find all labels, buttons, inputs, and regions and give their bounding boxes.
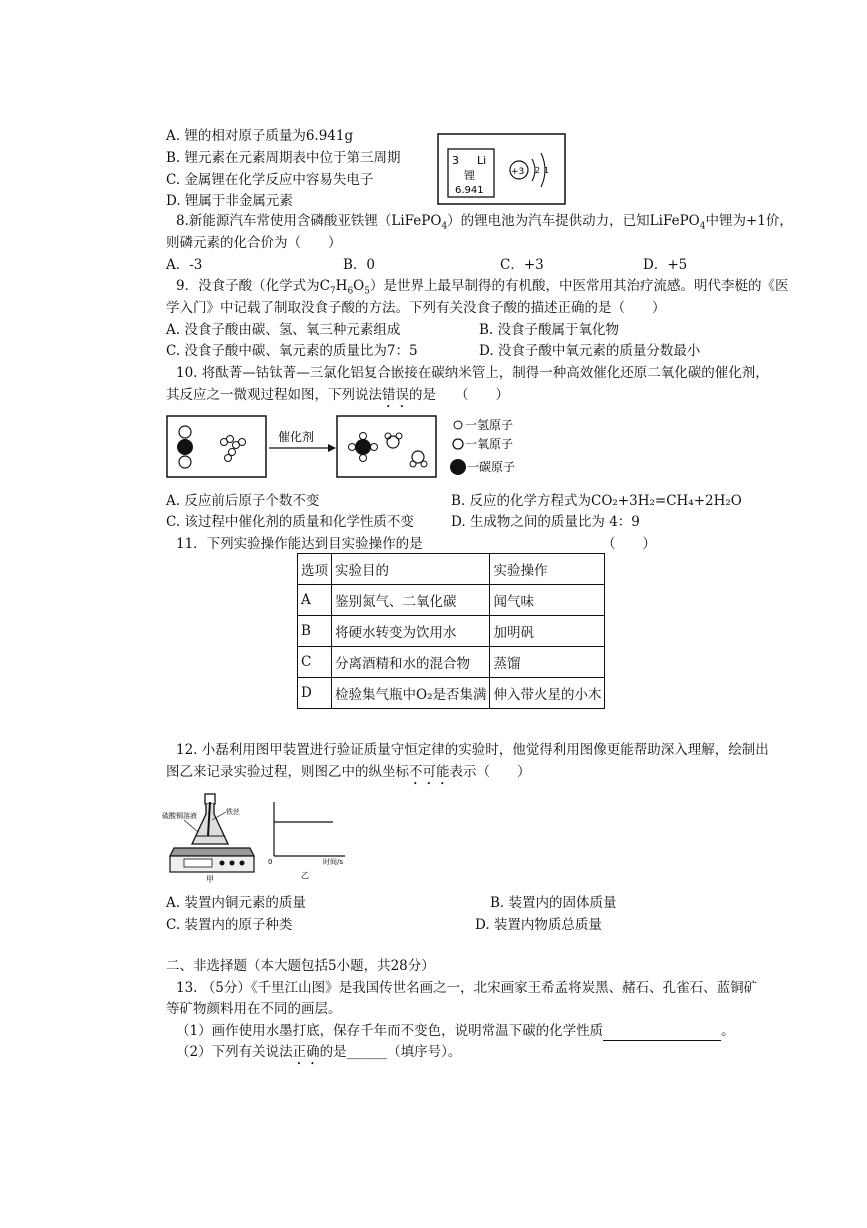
table-header-cell: 选项 bbox=[298, 554, 332, 585]
q12-option-c: C. 装置内的原子种类 bbox=[166, 917, 293, 933]
q9-option-c: C. 没食子酸中碳、氧元素的质量比为7：5 bbox=[166, 343, 418, 359]
apparatus-figure bbox=[162, 792, 272, 884]
atom-shell-2: 1 bbox=[544, 166, 550, 175]
q12-option-b: B. 装置内的固体质量 bbox=[490, 895, 617, 911]
q10-answer-paren: （ ） bbox=[455, 387, 509, 403]
table-row bbox=[298, 585, 605, 616]
graph-origin: 0 bbox=[268, 858, 273, 866]
q8-stem-line1: 8.新能源汽车常使用含磷酸亚铁锂（LiFePO$_4$）的锂电池为汽车提供动力，已知LiFePO$_4$中锂为+1价， bbox=[176, 213, 793, 232]
table-header-row bbox=[298, 554, 605, 585]
q8-option-b: B．0 bbox=[343, 257, 376, 273]
atom-nucleus: +3 bbox=[511, 167, 525, 177]
table-cell: 检验集气瓶中O₂是否集满 bbox=[332, 678, 490, 709]
table-cell: 蒸馏 bbox=[490, 647, 605, 678]
legend-hydrogen: 一氢原子 bbox=[465, 418, 514, 432]
element-name: 锂 bbox=[464, 169, 475, 182]
legend-carbon: 一碳原子 bbox=[467, 460, 516, 474]
table-cell: 将硬水转变为饮用水 bbox=[332, 616, 490, 647]
q10-option-d: D. 生成物之间的质量比为 4：9 bbox=[451, 514, 640, 530]
q12-stem-line1: 12. 小磊利用图甲装置进行验证质量守恒定律的实验时，他觉得利用图像更能帮助深入理解，绘制出 bbox=[176, 742, 769, 758]
table-header-cell: 实验操作 bbox=[490, 554, 605, 585]
q13-sub1: （1）画作使用水墨打底，保存千年而不变色，说明常温下碳的化学性质 。 bbox=[176, 1023, 735, 1039]
table-cell: C bbox=[298, 647, 332, 678]
atom-shell-1: 2 bbox=[535, 166, 541, 175]
section-heading: 二、非选择题（本大题包括5小题，共28分） bbox=[166, 958, 435, 974]
q10-option-c: C. 该过程中催化剂的质量和化学性质不变 bbox=[166, 514, 414, 530]
q7-option-b: B. 锂元素在元素周期表中位于第三周期 bbox=[166, 150, 401, 166]
reaction-diagram bbox=[166, 412, 536, 484]
q9-stem-line2: 学入门》中记载了制取没食子酸的方法。下列有关没食子酸的描述正确的是（ ） bbox=[166, 300, 666, 316]
table-row bbox=[298, 678, 605, 709]
q8-option-c: C．+3 bbox=[500, 257, 544, 273]
table-cell: A bbox=[298, 585, 332, 616]
q12-option-d: D. 装置内物质总质量 bbox=[475, 917, 602, 933]
table-cell: 鉴别氮气、二氧化碳 bbox=[332, 585, 490, 616]
figure-a-label: 甲 bbox=[206, 875, 214, 884]
q10-stem-line1: 10. 将酞菁—钴钛菁—三氯化铝复合嵌接在碳纳米管上，制得一种高效催化还原二氧化碳的催化剂， bbox=[176, 365, 769, 381]
table-cell: 加明矾 bbox=[490, 616, 605, 647]
q7-option-d: D. 锂属于非金属元素 bbox=[166, 193, 293, 209]
q13-stem-line2: 等矿物颜料用在不同的画层。 bbox=[166, 1001, 342, 1017]
legend-oxygen: 一氧原子 bbox=[465, 437, 514, 451]
q10-option-b: B. 反应的化学方程式为CO₂+3H₂=CH₄+2H₂O bbox=[451, 493, 742, 509]
figure-b-label: 乙 bbox=[301, 871, 309, 880]
q9-option-a: A. 没食子酸由碳、氢、氧三种元素组成 bbox=[166, 322, 401, 338]
q13-stem-line1: 13. （5分）《千里江山图》是我国传世名画之一，北宋画家王希孟将炭黑、赭石、孔雀石、蓝铜矿 bbox=[176, 980, 758, 996]
table-cell: D bbox=[298, 678, 332, 709]
table-row bbox=[298, 616, 605, 647]
catalyst-label: 催化剂 bbox=[278, 430, 315, 444]
label-solution: 硫酸铜溶液 bbox=[162, 812, 197, 820]
q11-stem: 11．下列实验操作能达到目实验操作的是 bbox=[176, 536, 423, 552]
table-cell: 伸入带火星的小木 bbox=[490, 678, 605, 709]
element-symbol: Li bbox=[477, 154, 487, 167]
graph-x-label: 时间/s bbox=[323, 858, 344, 866]
table-cell: 闻气味 bbox=[490, 585, 605, 616]
q7-option-c: C. 金属锂在化学反应中容易失电子 bbox=[166, 172, 374, 188]
q12-option-a: A. 装置内铜元素的质量 bbox=[166, 895, 306, 911]
q13-sub2: （2）下列有关说法正确的是______（填序号）。 bbox=[176, 1044, 462, 1060]
q11-table bbox=[297, 553, 605, 709]
table-header-cell: 实验目的 bbox=[332, 554, 490, 585]
q12-stem-line2: 图乙来记录实验过程，则图乙中的纵坐标不可能表示（ ） bbox=[166, 764, 531, 780]
q9-option-b: B. 没食子酸属于氧化物 bbox=[479, 322, 620, 338]
label-iron-wire: 铁丝 bbox=[226, 808, 240, 816]
answer-blank[interactable] bbox=[603, 1022, 721, 1041]
q8-option-a: A．-3 bbox=[166, 257, 203, 273]
q11-answer-paren: （ ） bbox=[602, 536, 656, 552]
q8-stem-line2: 则磷元素的化合价为（ ） bbox=[166, 235, 342, 251]
q9-option-d: D. 没食子酸中氧元素的质量分数最小 bbox=[479, 343, 701, 359]
q8-option-d: D．+5 bbox=[643, 257, 688, 273]
mass-time-graph bbox=[265, 798, 355, 882]
q10-option-a: A. 反应前后原子个数不变 bbox=[166, 493, 320, 509]
lithium-figure bbox=[437, 133, 567, 205]
element-mass: 6.941 bbox=[455, 185, 484, 196]
table-cell: 分离酒精和水的混合物 bbox=[332, 647, 490, 678]
q10-stem-line2: 其反应之一微观过程如图，下列说法错误的是 bbox=[166, 387, 436, 403]
element-number: 3 bbox=[452, 154, 459, 167]
q9-stem-line1: 9．没食子酸（化学式为$C_7H_6O_5$）是世界上最早制得的有机酸，中医常用其治疗流感。明代李梃的《医 bbox=[176, 278, 789, 297]
table-cell: B bbox=[298, 616, 332, 647]
q7-option-a: A. 锂的相对原子质量为6.941g bbox=[166, 128, 354, 144]
table-row bbox=[298, 647, 605, 678]
